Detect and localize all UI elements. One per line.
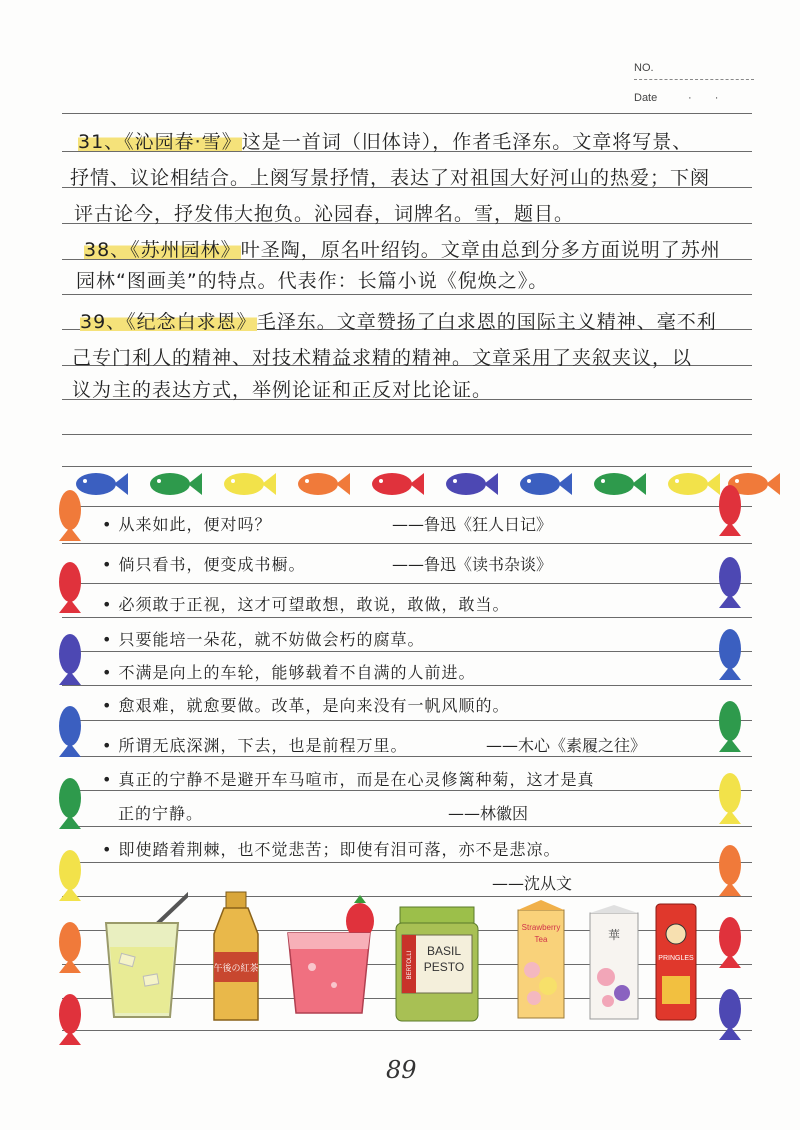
milk-tea-bottle-sticker [208,890,264,1025]
pesto-brand-label: BERTOLLI [407,950,413,980]
fish-icon [719,629,741,680]
note-line: 31、《沁园春·雪》这是一首词（旧体诗），作者毛泽东。文章将写景、 [78,131,693,153]
note-title-highlight: 31、《沁园春·雪》 [78,131,242,153]
fish-icon [719,485,741,536]
quote-attribution: ——鲁迅《读书杂谈》 [392,555,553,574]
fish-icon [719,773,741,824]
note-title-highlight: 39、《纪念白求恩》 [80,311,257,333]
note-line: 评古论今，抒发伟大抱负。沁园春，词牌名。雪，题目。 [74,203,575,225]
quote-item: • 必须敢于正视，这才可望敢想，敢说，敢做，敢当。 [102,595,510,614]
fish-icon [59,634,81,685]
note-line: 议为主的表达方式，举例论证和正反对比论证。 [72,379,493,401]
quote-attribution: ——木心《素履之往》 [486,736,647,755]
fish-icon [594,473,646,495]
note-line: 38、《苏州园林》叶圣陶，原名叶绍钧。文章由总到分多方面说明了苏州 [84,239,721,261]
fish-icon [298,473,350,495]
fish-icon [224,473,276,495]
fish-icon [59,994,81,1045]
peach-tea-carton-sticker [586,905,642,1023]
strawberry-tea-label-2: Tea [534,935,548,944]
quote-item: • 所谓无底深渊，下去，也是前程万里。 [102,736,408,755]
quote-item: • 只要能培一朵花，就不妨做会朽的腐草。 [102,630,425,649]
fish-icon [150,473,202,495]
note-line: 己专门利人的精神、对技术精益求精的精神。文章采用了夹叙夹议，以 [72,347,693,369]
fish-icon [668,473,720,495]
fish-icon [719,917,741,968]
date-dots: · · [688,92,729,104]
fish-icon [59,850,81,901]
note-line: 园林“图画美”的特点。代表作：长篇小说《倪焕之》。 [76,270,549,292]
fish-icon [59,490,81,541]
peach-tea-label: 華 [607,928,621,942]
pesto-label-basil: BASIL [426,944,462,958]
quote-item: • 真正的宁静不是避开车马喧市，而是在心灵修篱种菊，这才是真 [102,770,595,789]
quote-item-continued: 正的宁静。 [118,804,204,823]
quote-item: • 不满是向上的车轮，能够载着不自满的人前进。 [102,663,476,682]
pringles-label: PRINGLES [658,955,694,962]
fish-icon [719,557,741,608]
fish-icon [446,473,498,495]
fish-icon [59,922,81,973]
note-line: 39、《纪念白求恩》毛泽东。文章赞扬了白求恩的国际主义精神、毫不利 [80,311,717,333]
fish-icon [372,473,424,495]
tea-bottle-label: 午後の紅茶 [213,963,259,973]
note-line: 抒情、议论相结合。上阕写景抒情，表达了对祖国大好河山的热爱；下阕 [70,167,711,189]
fish-icon [719,989,741,1040]
quote-item: • 愈艰难，就愈要做。改革，是向来没有一帆风顺的。 [102,696,510,715]
page-number: 89 [386,1056,417,1084]
quote-item: • 从来如此，便对吗？ [102,515,272,534]
quote-attribution: ——鲁迅《狂人日记》 [392,515,553,534]
fish-icon [719,701,741,752]
no-label: NO. [634,62,654,74]
note-title-highlight: 38、《苏州园林》 [84,239,241,261]
lemon-drink-glass-sticker [98,885,188,1025]
quote-attribution: ——沈从文 [492,874,573,893]
strawberry-tea-carton-sticker [512,900,570,1022]
fish-icon [59,778,81,829]
fish-icon [59,562,81,613]
fish-icon [76,473,128,495]
fish-icon [719,845,741,896]
strawberry-tea-label: Strawberry [521,923,561,932]
basil-pesto-jar-sticker [392,905,482,1025]
quote-item: • 倘只看书，便变成书橱。 [102,555,306,574]
pringles-can-sticker [652,900,700,1025]
fish-icon [520,473,572,495]
quote-attribution: ——林徽因 [448,804,529,823]
quote-item: • 即使踏着荆棘，也不觉悲苦；即使有泪可落，亦不是悲凉。 [102,840,561,859]
strawberry-soda-glass-sticker [282,895,382,1020]
fish-icon [59,706,81,757]
date-label: Date [634,92,658,104]
pesto-label-pesto: PESTO [423,960,465,974]
